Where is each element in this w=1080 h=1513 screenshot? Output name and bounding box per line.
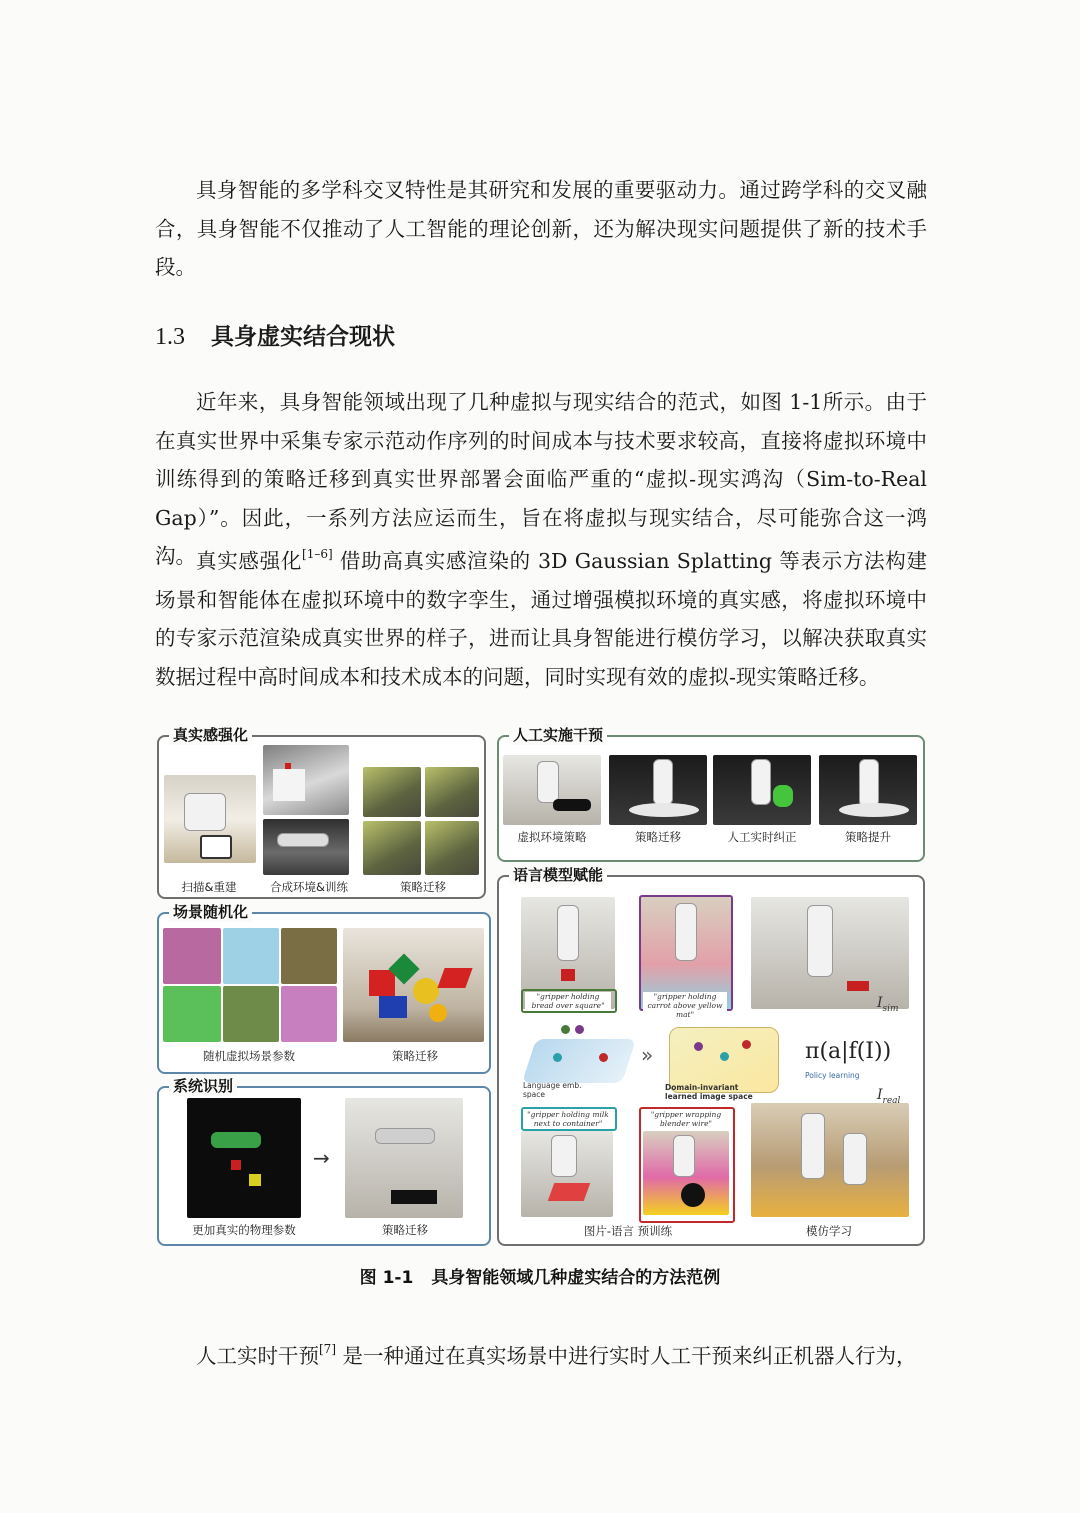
embedding-dot-purple <box>575 1025 584 1034</box>
panel-randomization <box>157 903 491 1074</box>
panel-title: 真实感强化 <box>169 725 252 745</box>
random-scene-4 <box>163 986 221 1042</box>
random-scene-3 <box>281 928 337 984</box>
paragraph-realism-body: 借助高真实感渲染的 3D Gaussian Splatting 等表示方法构建场景和智能体在虚拟环境中的数字孪生，通过增强模拟环境的真实感，将虚拟环境中的专家示范渲染成真实世界的样子，进而让具身智能进行模仿学习，以解决获取真实数据过程中高时间成本和技术成本的问题，同时实现有效的虚拟-现实策略迁移。 <box>155 549 928 689</box>
section-heading <box>155 318 395 355</box>
caption-random-params: 随机虚拟场景参数 <box>203 1049 295 1063</box>
figure-caption-text: 具身智能领域几种虚实结合的方法范例 <box>431 1268 721 1288</box>
lang-image-milk <box>521 1131 613 1217</box>
transfer-image-1 <box>363 767 421 817</box>
figure-caption <box>0 1263 1080 1288</box>
scan-reconstruct-image <box>164 775 256 863</box>
caption-physics-params: 更加真实的物理参数 <box>192 1223 296 1237</box>
embedding-dot-red <box>599 1053 608 1062</box>
lang-image-real-top <box>751 897 909 1009</box>
point-cloud-image <box>187 1098 301 1218</box>
lang-image-real-bottom <box>751 1103 909 1217</box>
term-intervention: 人工实时干预 <box>196 1344 319 1368</box>
label-image-space: Domain-invariant learned image space <box>665 1083 753 1101</box>
synthetic-env-image-2 <box>263 819 349 875</box>
panel-title: 语言模型赋能 <box>509 865 607 885</box>
caption-policy-transfer: 策略迁移 <box>392 1049 438 1063</box>
tag-carrot: "gripper holding carrot above yellow mat" <box>643 992 727 1019</box>
tag-milk: "gripper holding milk next to container" <box>525 1110 611 1128</box>
transfer-image-4 <box>425 821 479 875</box>
embedding-dot-cyan <box>553 1053 562 1062</box>
intervention-image-1 <box>503 755 601 825</box>
caption-human-correction: 人工实时纠正 <box>727 830 797 844</box>
caption-virtual-policy: 虚拟环境策略 <box>517 830 587 844</box>
term-realism: 真实感强化 <box>196 549 303 573</box>
caption-transfer: 策略迁移 <box>400 880 446 894</box>
lang-image-blender <box>643 1131 729 1215</box>
caption-image-language-pretrain: 图片-语言 预训练 <box>583 1224 673 1238</box>
intervention-image-4 <box>819 755 917 825</box>
tag-blender: "gripper wrapping blender wire" <box>643 1110 729 1128</box>
tag-bread: "gripper holding bread over square" <box>525 992 611 1010</box>
arrow-right-icon: → <box>313 1146 330 1170</box>
panel-sysid <box>157 1077 491 1246</box>
random-scene-2 <box>223 928 279 984</box>
transfer-image-3 <box>363 821 421 875</box>
intervention-image-3 <box>713 755 811 825</box>
caption-policy-improvement: 策略提升 <box>845 830 891 844</box>
caption-scan: 扫描&重建 <box>181 880 237 894</box>
panel-title: 场景随机化 <box>169 902 252 922</box>
random-scene-1 <box>163 928 221 984</box>
section-number: 1.3 <box>155 324 185 350</box>
label-language-embedding: Language emb. space <box>523 1081 582 1099</box>
caption-imitation-learning: 模仿学习 <box>806 1224 852 1238</box>
citation-ref: [1–6] <box>302 547 333 562</box>
policy-formula: π(a|f(I)) <box>805 1039 892 1064</box>
label-i-sim: $I_{sim}$ <box>877 995 899 1014</box>
panel-realism <box>157 726 486 899</box>
synthetic-env-image-1 <box>263 745 349 815</box>
panel-title: 系统识别 <box>169 1076 237 1096</box>
section-title: 具身虚实结合现状 <box>211 324 395 350</box>
citation-ref: [7] <box>319 1342 336 1357</box>
double-chevron-icon: » <box>641 1043 654 1067</box>
panel-intervention <box>497 726 925 862</box>
label-policy-learning: Policy learning <box>805 1071 860 1080</box>
panel-title: 人工实施干预 <box>509 725 607 745</box>
paragraph-paradigms: 近年来，具身智能领域出现了几种虚拟与现实结合的范式，如图 1-1所示。由于在真实世界中采集专家示范动作序列的时间成本与技术要求较高，直接将虚拟环境中训练得到的策略迁移到真实世界部署会面临严重的“虚拟-现实鸿沟（Sim-to-Real Gap）”。因此，一系列方法应运而生，旨在将虚拟与现实结合，尽可能弥合这一鸿沟。 <box>155 390 927 568</box>
paragraph-realism <box>155 542 927 696</box>
panel-language <box>497 866 925 1246</box>
random-scene-5 <box>223 986 279 1042</box>
caption-synthetic: 合成环境&训练 <box>270 880 348 894</box>
figure-number: 图 1-1 <box>359 1268 414 1288</box>
language-embedding-surface <box>522 1039 636 1083</box>
caption-policy-transfer: 策略迁移 <box>635 830 681 844</box>
figure-1-1 <box>157 725 923 1245</box>
sysid-transfer-image <box>345 1098 463 1218</box>
label-i-real: $I_{real}$ <box>877 1087 901 1106</box>
intervention-image-2 <box>609 755 707 825</box>
caption-policy-transfer: 策略迁移 <box>382 1223 428 1237</box>
embedding-dot-green <box>561 1025 570 1034</box>
random-scene-6 <box>281 986 337 1042</box>
paragraph-intervention <box>155 1337 927 1376</box>
transfer-image-2 <box>425 767 479 817</box>
randomization-transfer-image <box>343 928 484 1042</box>
paragraph-intervention-body: 是一种通过在真实场景中进行实时人工干预来纠正机器人行为， <box>336 1344 917 1368</box>
paragraph-interdisciplinary: 具身智能的多学科交叉特性是其研究和发展的重要驱动力。通过跨学科的交叉融合，具身智能不仅推动了人工智能的理论创新，还为解决现实问题提供了新的技术手段。 <box>155 178 927 279</box>
